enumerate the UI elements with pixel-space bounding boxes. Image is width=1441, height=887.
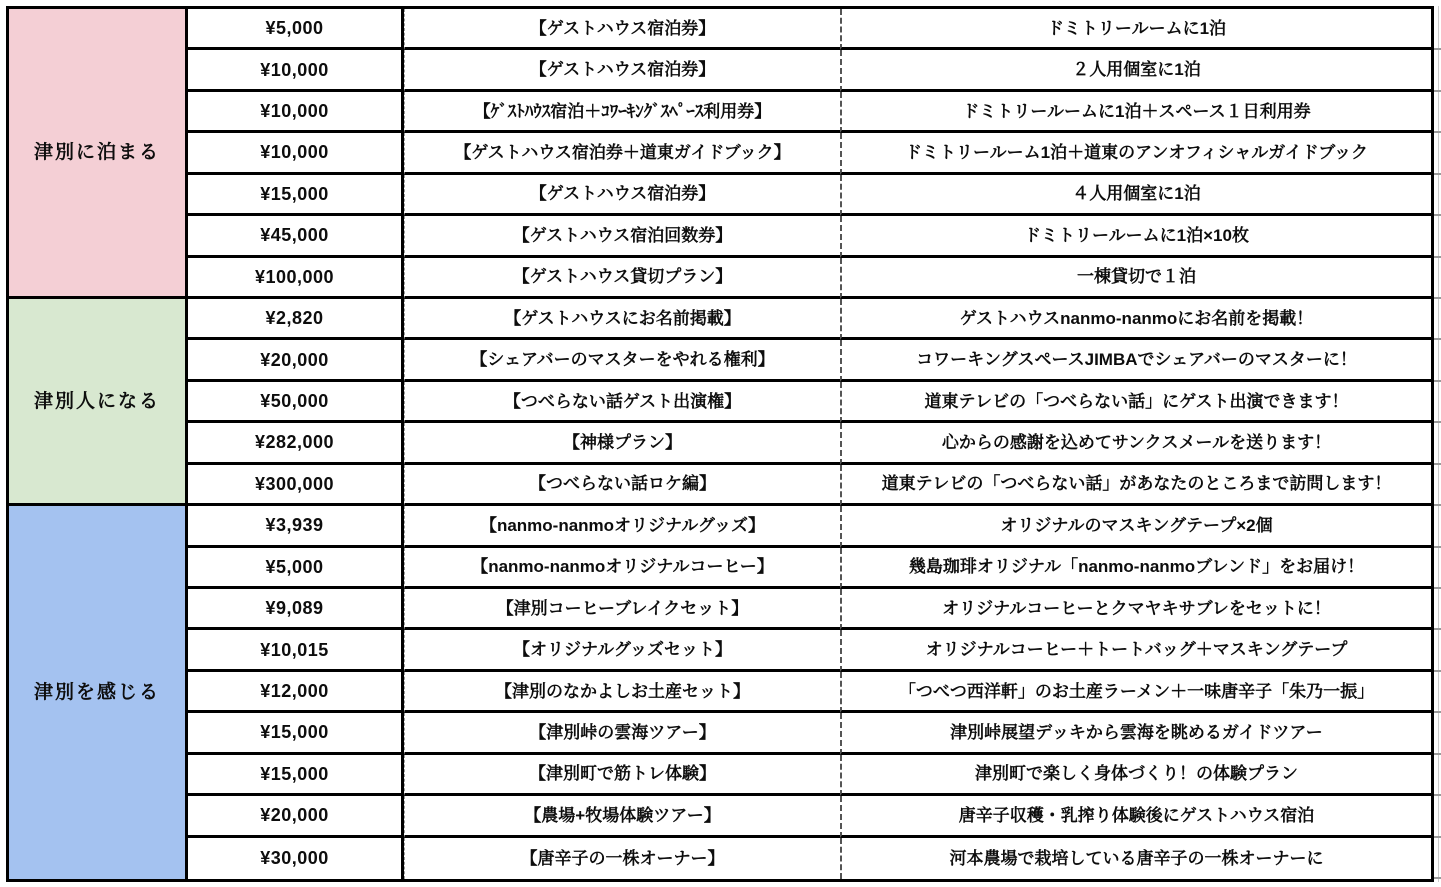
price-cell: ¥5,000: [188, 548, 404, 589]
price-cell: ¥3,939: [188, 506, 404, 547]
price-cell: ¥282,000: [188, 423, 404, 464]
item-name-cell: 【津別町で筋トレ体験】: [404, 755, 840, 796]
item-name-cell: 【唐辛子の一株オーナー】: [404, 838, 840, 879]
description-cell: ゲストハウスnanmo-nanmoにお名前を掲載！: [840, 299, 1431, 340]
item-name-cell: 【津別コーヒーブレイクセット】: [404, 589, 840, 630]
price-cell: ¥15,000: [188, 713, 404, 754]
item-name-cell: 【ｹﾞｽﾄﾊｳｽ宿泊＋ｺﾜｰｷﾝｸﾞｽﾍﾟｰｽ利用券】: [404, 92, 840, 133]
gridline-stub: [1434, 421, 1441, 423]
gridline-stub: [1434, 48, 1441, 50]
category-cell: 津別に泊まる: [9, 9, 188, 299]
price-cell: ¥50,000: [188, 382, 404, 423]
item-name-cell: 【ゲストハウス宿泊券＋道東ガイドブック】: [404, 133, 840, 174]
item-name-cell: 【農場+牧場体験ツアー】: [404, 796, 840, 837]
price-cell: ¥10,000: [188, 133, 404, 174]
description-cell: 一棟貸切で１泊: [840, 258, 1431, 299]
description-cell: コワーキングスペースJIMBAでシェアバーのマスターに！: [840, 340, 1431, 381]
description-cell: オリジナルのマスキングテープ×2個: [840, 506, 1431, 547]
gridline-stub: [1434, 90, 1441, 92]
price-cell: ¥15,000: [188, 175, 404, 216]
description-cell: 「つべつ西洋軒」のお土産ラーメン＋一味唐辛子「朱乃一振」: [840, 672, 1431, 713]
price-cell: ¥20,000: [188, 340, 404, 381]
gridline-stub: [1434, 794, 1441, 796]
item-name-cell: 【ゲストハウスにお名前掲載】: [404, 299, 840, 340]
description-cell: 幾島珈琲オリジナル「nanmo-nanmoブレンド」をお届け！: [840, 548, 1431, 589]
description-cell: 唐辛子収穫・乳搾り体験後にゲストハウス宿泊: [840, 796, 1431, 837]
gridline-stub: [1434, 587, 1441, 589]
gridline-stub: [1434, 836, 1441, 838]
description-cell: ２人用個室に1泊: [840, 50, 1431, 91]
description-cell: ４人用個室に1泊: [840, 175, 1431, 216]
description-cell: 道東テレビの「つべらない話」があなたのところまで訪問します！: [840, 465, 1431, 506]
gridline-stub: [1434, 173, 1441, 175]
item-name-cell: 【ゲストハウス貸切プラン】: [404, 258, 840, 299]
price-cell: ¥100,000: [188, 258, 404, 299]
item-name-cell: 【津別のなかよしお土産セット】: [404, 672, 840, 713]
item-name-cell: 【ゲストハウス宿泊券】: [404, 9, 840, 50]
gridline-stub: [1434, 256, 1441, 258]
item-name-cell: 【ゲストハウス宿泊券】: [404, 175, 840, 216]
description-cell: 心からの感謝を込めてサンクスメールを送ります！: [840, 423, 1431, 464]
description-cell: オリジナルコーヒー＋トートバッグ＋マスキングテープ: [840, 630, 1431, 671]
price-cell: ¥20,000: [188, 796, 404, 837]
item-name-cell: 【nanmo-nanmoオリジナルグッズ】: [404, 506, 840, 547]
item-name-cell: 【神様プラン】: [404, 423, 840, 464]
gridline-stub: [1434, 628, 1441, 630]
price-cell: ¥10,000: [188, 92, 404, 133]
price-cell: ¥300,000: [188, 465, 404, 506]
item-name-cell: 【nanmo-nanmoオリジナルコーヒー】: [404, 548, 840, 589]
price-cell: ¥9,089: [188, 589, 404, 630]
item-name-cell: 【津別峠の雲海ツアー】: [404, 713, 840, 754]
gridline-stub: [1434, 297, 1441, 299]
item-name-cell: 【ゲストハウス宿泊券】: [404, 50, 840, 91]
gridline-stub: [1434, 131, 1441, 133]
price-cell: ¥2,820: [188, 299, 404, 340]
gridline-stub: [1434, 753, 1441, 755]
description-cell: ドミトリールームに1泊×10枚: [840, 216, 1431, 257]
gridline-stub: [1434, 380, 1441, 382]
gridline-stub: [1434, 214, 1441, 216]
price-cell: ¥12,000: [188, 672, 404, 713]
description-cell: 道東テレビの「つべらない話」にゲスト出演できます！: [840, 382, 1431, 423]
gridline-stub: [1434, 463, 1441, 465]
description-cell: 津別町で楽しく身体づくり！の体験プラン: [840, 755, 1431, 796]
description-cell: オリジナルコーヒーとクマヤキサブレをセットに！: [840, 589, 1431, 630]
description-cell: 河本農場で栽培している唐辛子の一株オーナーに: [840, 838, 1431, 879]
price-cell: ¥5,000: [188, 9, 404, 50]
reward-table: [6, 6, 1434, 882]
gridline-stub: [1434, 504, 1441, 506]
price-cell: ¥10,000: [188, 50, 404, 91]
item-name-cell: 【ゲストハウス宿泊回数券】: [404, 216, 840, 257]
price-cell: ¥10,015: [188, 630, 404, 671]
description-cell: ドミトリールームに1泊: [840, 9, 1431, 50]
description-cell: ドミトリールーム1泊＋道東のアンオフィシャルガイドブック: [840, 133, 1431, 174]
description-cell: ドミトリールームに1泊＋スペース１日利用券: [840, 92, 1431, 133]
price-cell: ¥30,000: [188, 838, 404, 879]
gridline-stub: [1434, 670, 1441, 672]
gridline-stub: [1434, 711, 1441, 713]
price-cell: ¥15,000: [188, 755, 404, 796]
description-cell: 津別峠展望デッキから雲海を眺めるガイドツアー: [840, 713, 1431, 754]
gridline-stub: [1434, 338, 1441, 340]
spreadsheet-gridlines: [1434, 6, 1441, 882]
item-name-cell: 【つべらない話ロケ編】: [404, 465, 840, 506]
gridline-stub: [1434, 546, 1441, 548]
item-name-cell: 【オリジナルグッズセット】: [404, 630, 840, 671]
category-cell: 津別人になる: [9, 299, 188, 506]
price-cell: ¥45,000: [188, 216, 404, 257]
item-name-cell: 【つべらない話ゲスト出演権】: [404, 382, 840, 423]
gridline-stub: [1434, 877, 1441, 879]
item-name-cell: 【シェアバーのマスターをやれる権利】: [404, 340, 840, 381]
category-cell: 津別を感じる: [9, 506, 188, 879]
